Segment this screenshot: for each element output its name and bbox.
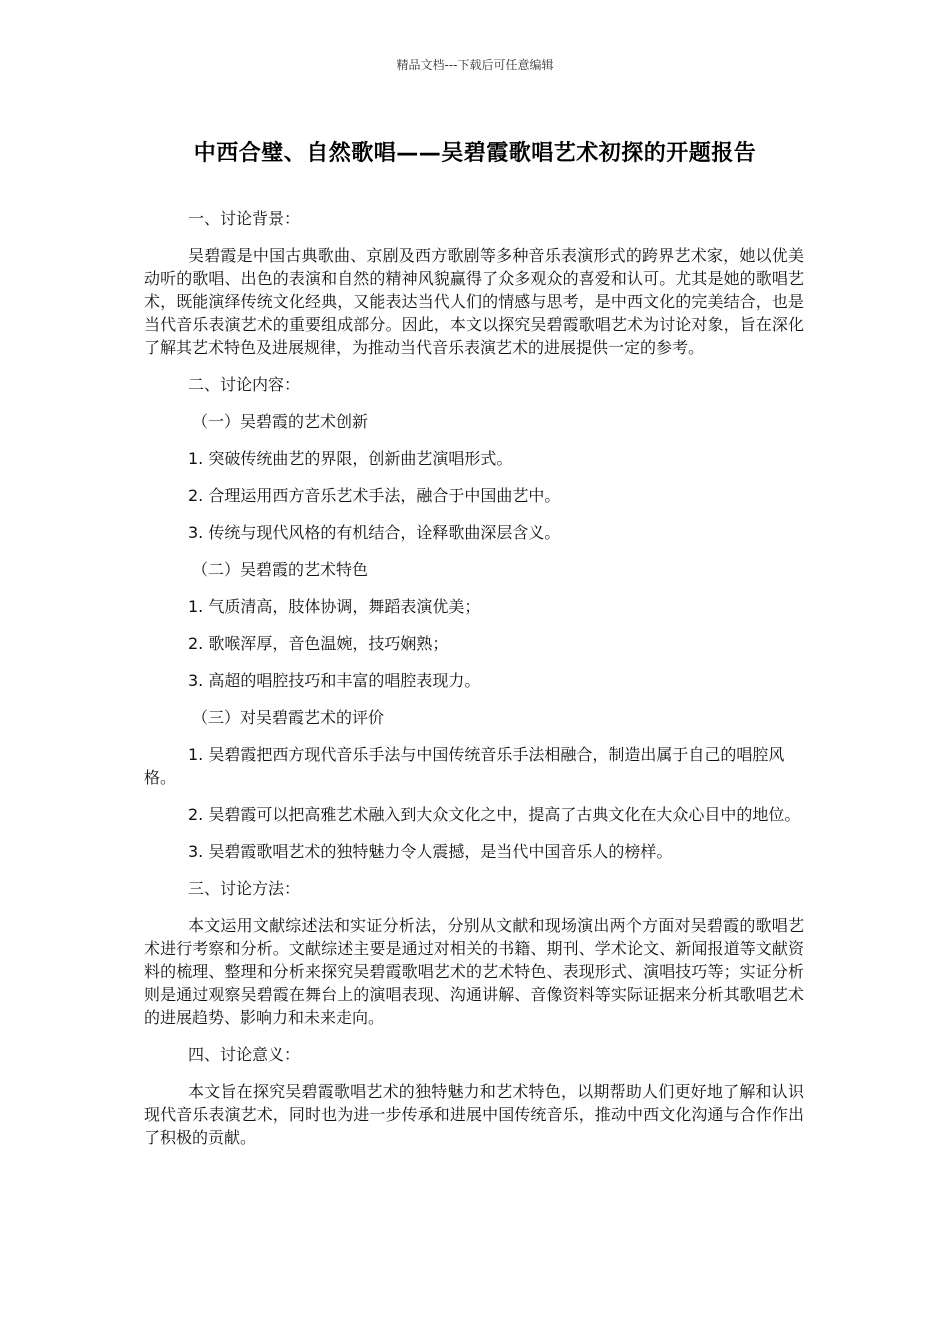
significance-paragraph: 本文旨在探究吴碧霞歌唱艺术的独特魅力和艺术特色，以期帮助人们更好地了解和认识现代音乐表演艺术，同时也为进一步传承和进展中国传统音乐，推动中西文化沟通与合作作出了积极的贡献。 — [144, 1082, 804, 1147]
list-item: 1. 吴碧霞把西方现代音乐手法与中国传统音乐手法相融合，制造出属于自己的唱腔风格。 — [144, 745, 785, 787]
list-item: 3. 吴碧霞歌唱艺术的独特魅力令人震撼，是当代中国音乐人的榜样。 — [188, 842, 673, 861]
list-item: 2. 合理运用西方音乐艺术手法，融合于中国曲艺中。 — [188, 486, 561, 505]
section-heading-method: 三、讨论方法： — [188, 879, 301, 898]
list-item: 2. 歌喉浑厚，音色温婉，技巧娴熟； — [188, 634, 449, 653]
list-item: 3. 高超的唱腔技巧和丰富的唱腔表现力。 — [188, 671, 481, 690]
document-title: 中西合璧、自然歌唱——吴碧霞歌唱艺术初探的开题报告 — [193, 141, 757, 166]
method-paragraph: 本文运用文献综述法和实证分析法，分别从文献和现场演出两个方面对吴碧霞的歌唱艺术进行考察和分析。文献综述主要是通过对相关的书籍、期刊、学术论文、新闻报道等文献资料的梳理、整理和分析来探究吴碧霞歌唱艺术的艺术特色、表现形式、演唱技巧等；实证分析则是通过观察吴碧霞在舞台上的演唱表现、沟通讲解、音像资料等实际证据来分析其歌唱艺术的进展趋势、影响力和未来走向。 — [144, 916, 804, 1027]
subheading-art-innovation: （一）吴碧霞的艺术创新 — [192, 412, 369, 431]
subheading-art-evaluation: （三）对吴碧霞艺术的评价 — [192, 708, 385, 727]
list-item: 1. 突破传统曲艺的界限，创新曲艺演唱形式。 — [188, 449, 513, 468]
list-item: 2. 吴碧霞可以把高雅艺术融入到大众文化之中，提高了古典文化在大众心目中的地位。 — [188, 805, 801, 824]
section-heading-significance: 四、讨论意义： — [188, 1045, 301, 1064]
background-paragraph: 吴碧霞是中国古典歌曲、京剧及西方歌剧等多种音乐表演形式的跨界艺术家，她以优美动听的歌唱、出色的表演和自然的精神风貌赢得了众多观众的喜爱和认可。尤其是她的歌唱艺术，既能演绎传统文化经典，又能表达当代人们的情感与思考，是中西文化的完美结合，也是当代音乐表演艺术的重要组成部分。因此，本文以探究吴碧霞歌唱艺术为讨论对象，旨在深化了解其艺术特色及进展规律，为推动当代音乐表演艺术的进展提供一定的参考。 — [144, 246, 804, 357]
list-item: 3. 传统与现代风格的有机结合，诠释歌曲深层含义。 — [188, 523, 561, 542]
document-body — [144, 207, 804, 1163]
section-heading-background: 一、讨论背景： — [188, 209, 301, 228]
section-heading-content: 二、讨论内容： — [188, 375, 301, 394]
subheading-art-features: （二）吴碧霞的艺术特色 — [192, 560, 369, 579]
list-item: 1. 气质清高，肢体协调，舞蹈表演优美； — [188, 597, 481, 616]
page-header: 精品文档---下载后可任意编辑 — [396, 58, 554, 72]
